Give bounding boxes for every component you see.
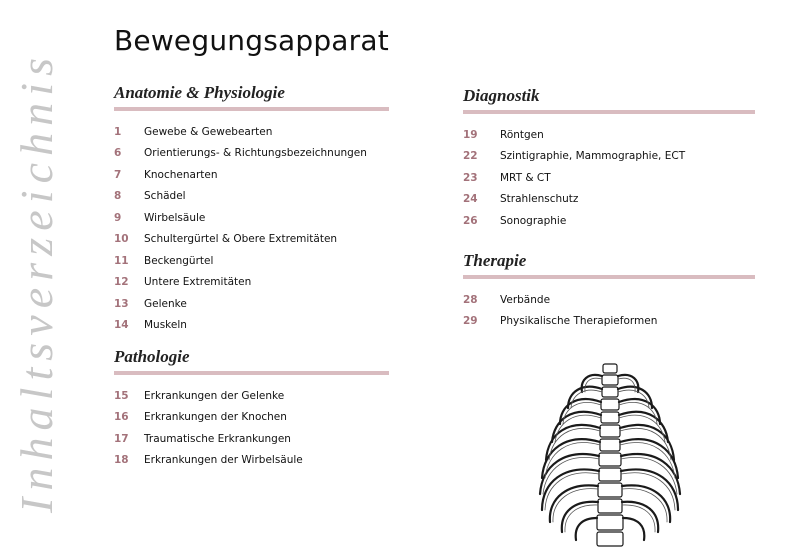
toc-item[interactable]	[114, 250, 389, 272]
section-heading: Pathologie	[114, 347, 190, 366]
toc-item[interactable]	[463, 311, 755, 333]
toc-label: Untere Extremitäten	[144, 276, 252, 289]
page-number: 10	[114, 233, 129, 246]
toc-label: Gewebe & Gewebearten	[144, 125, 273, 138]
toc-item[interactable]	[463, 146, 755, 168]
toc-item[interactable]	[114, 207, 389, 229]
toc-item[interactable]	[114, 450, 389, 472]
toc-label: Traumatische Erkrankungen	[144, 432, 291, 445]
toc-label: Strahlenschutz	[500, 193, 579, 206]
toc-item[interactable]	[114, 293, 389, 315]
page-number: 12	[114, 276, 129, 289]
toc-label: Sonographie	[500, 214, 567, 227]
toc-item[interactable]	[463, 189, 755, 211]
page-number: 13	[114, 297, 129, 310]
toc-item[interactable]	[114, 272, 389, 294]
toc-item[interactable]	[114, 186, 389, 208]
ribcage-illustration	[530, 362, 690, 547]
toc-label: Wirbelsäule	[144, 211, 206, 224]
toc-item[interactable]	[114, 143, 389, 165]
page-number: 14	[114, 319, 129, 332]
page-number: 26	[463, 214, 478, 227]
toc-list	[114, 385, 389, 471]
side-title-text: Inhaltsverzeichnis	[11, 53, 62, 513]
toc-label: Erkrankungen der Wirbelsäule	[144, 454, 303, 467]
page-number: 11	[114, 254, 129, 267]
toc-label: MRT & CT	[500, 171, 551, 184]
side-title	[8, 48, 66, 518]
page-number: 16	[114, 411, 129, 424]
toc-label: Gelenke	[144, 297, 187, 310]
toc-label: Knochenarten	[144, 168, 218, 181]
toc-item[interactable]	[114, 121, 389, 143]
section-divider	[114, 371, 389, 375]
toc-list	[463, 124, 755, 232]
page-number: 6	[114, 147, 122, 160]
page-number: 9	[114, 211, 122, 224]
page-title: Bewegungsapparat	[114, 24, 389, 57]
toc-item[interactable]	[463, 210, 755, 232]
toc-label: Erkrankungen der Gelenke	[144, 389, 285, 402]
toc-label: Szintigraphie, Mammographie, ECT	[500, 150, 686, 163]
toc-label: Verbände	[500, 293, 551, 306]
page-number: 15	[114, 389, 129, 402]
toc-item[interactable]	[114, 407, 389, 429]
section-heading: Anatomie & Physiologie	[114, 83, 285, 102]
page-number: 28	[463, 293, 478, 306]
toc-label: Beckengürtel	[144, 254, 214, 267]
toc-label: Schultergürtel & Obere Extremitäten	[144, 233, 338, 246]
toc-item[interactable]	[114, 428, 389, 450]
toc-item[interactable]	[463, 289, 755, 311]
toc-list	[463, 289, 755, 332]
page-number: 19	[463, 128, 478, 141]
toc-item[interactable]	[114, 164, 389, 186]
toc-label: Muskeln	[144, 319, 187, 332]
toc-label: Physikalische Therapieformen	[500, 315, 658, 328]
toc-item[interactable]	[463, 167, 755, 189]
toc-label: Erkrankungen der Knochen	[144, 411, 287, 424]
ribcage-icon	[530, 362, 690, 547]
toc-label: Orientierungs- & Richtungsbezeichnungen	[144, 147, 367, 160]
section-therapy	[463, 249, 755, 332]
section-anatomy	[114, 81, 389, 336]
page-number: 1	[114, 125, 122, 138]
toc-list	[114, 121, 389, 336]
page-number: 23	[463, 171, 478, 184]
section-diagnostics	[463, 84, 755, 232]
section-heading: Diagnostik	[463, 86, 540, 105]
page-number: 17	[114, 432, 129, 445]
page-number: 8	[114, 190, 122, 203]
toc-item[interactable]	[114, 385, 389, 407]
page-number: 24	[463, 193, 478, 206]
toc-item[interactable]	[114, 229, 389, 251]
toc-item[interactable]	[463, 124, 755, 146]
toc-label: Schädel	[144, 190, 186, 203]
section-divider	[114, 107, 389, 111]
page-number: 29	[463, 315, 478, 328]
toc-label: Röntgen	[500, 128, 544, 141]
page-number: 22	[463, 150, 478, 163]
section-heading: Therapie	[463, 251, 527, 270]
section-divider	[463, 110, 755, 114]
section-pathology	[114, 345, 389, 471]
page-number: 7	[114, 168, 122, 181]
toc-item[interactable]	[114, 315, 389, 337]
section-divider	[463, 275, 755, 279]
page-number: 18	[114, 454, 129, 467]
